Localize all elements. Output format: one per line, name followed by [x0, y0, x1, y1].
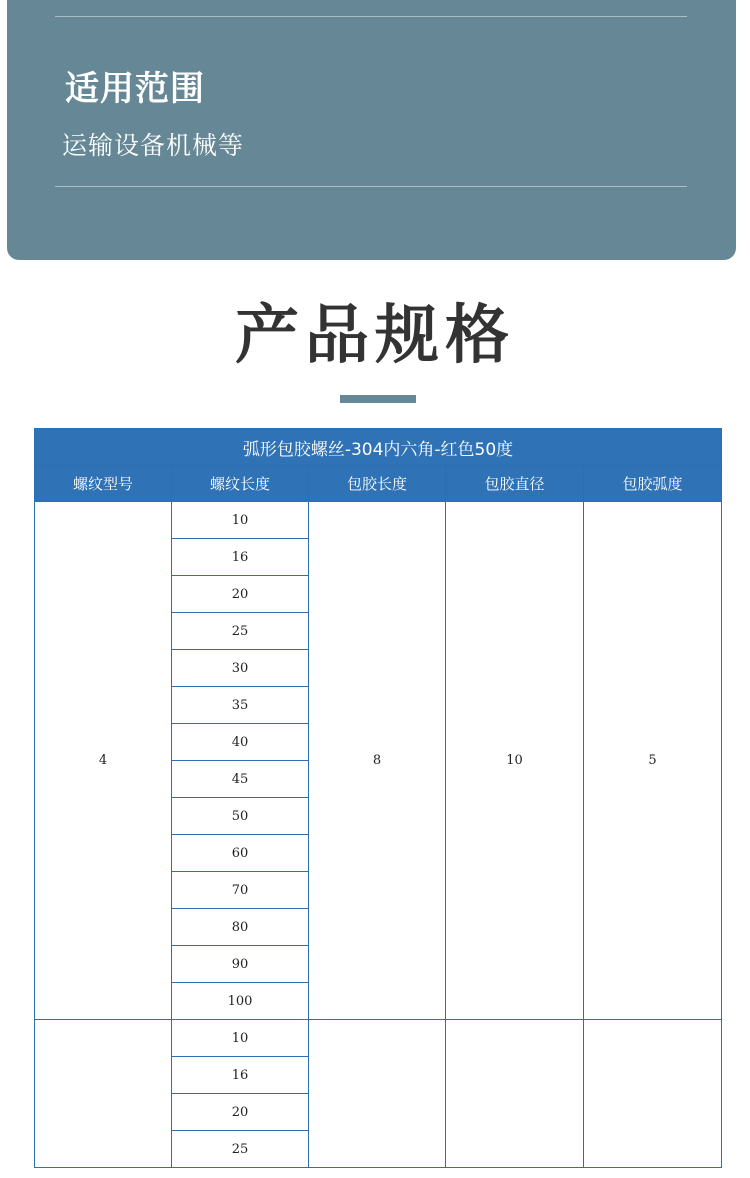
cell-thread-length: 25: [172, 1131, 309, 1168]
cell-thread-length: 80: [172, 909, 309, 946]
cell-rubber-length: [309, 1020, 446, 1168]
cell-thread-length: 25: [172, 613, 309, 650]
cell-thread-length: 70: [172, 872, 309, 909]
cell-thread-length: 45: [172, 761, 309, 798]
header-rubber-diameter: 包胶直径: [446, 466, 584, 502]
header-rubber-length: 包胶长度: [309, 466, 446, 502]
spec-title-underline: [340, 395, 416, 403]
cell-thread-length: 60: [172, 835, 309, 872]
cell-thread-length: 40: [172, 724, 309, 761]
table-caption: 弧形包胶螺丝-304内六角-红色50度: [35, 429, 722, 466]
cell-thread-length: 50: [172, 798, 309, 835]
scope-banner: [7, 0, 736, 260]
scope-title: 适用范围: [65, 69, 205, 109]
cell-rubber-arc: [584, 1020, 722, 1168]
cell-thread-length: 16: [172, 1057, 309, 1094]
divider-bottom: [55, 186, 687, 187]
divider-top: [55, 16, 687, 17]
cell-thread-length: 16: [172, 539, 309, 576]
cell-thread-length: 30: [172, 650, 309, 687]
cell-rubber-arc: 5: [584, 502, 722, 1020]
cell-thread-model: [35, 1020, 172, 1168]
cell-thread-length: 20: [172, 1094, 309, 1131]
cell-thread-length: 35: [172, 687, 309, 724]
cell-rubber-diameter: 10: [446, 502, 584, 1020]
table-row: [35, 502, 722, 539]
cell-thread-length: 10: [172, 502, 309, 539]
header-thread-length: 螺纹长度: [172, 466, 309, 502]
spec-table: [34, 428, 722, 1168]
cell-thread-length: 20: [172, 576, 309, 613]
cell-thread-model: 4: [35, 502, 172, 1020]
spec-title: 产品规格: [235, 299, 515, 373]
scope-text: 运输设备机械等: [62, 131, 245, 160]
header-thread-model: 螺纹型号: [35, 466, 172, 502]
cell-thread-length: 100: [172, 983, 309, 1020]
cell-thread-length: 10: [172, 1020, 309, 1057]
cell-thread-length: 90: [172, 946, 309, 983]
cell-rubber-diameter: [446, 1020, 584, 1168]
header-rubber-arc: 包胶弧度: [584, 466, 722, 502]
table-row: [35, 1020, 722, 1057]
cell-rubber-length: 8: [309, 502, 446, 1020]
